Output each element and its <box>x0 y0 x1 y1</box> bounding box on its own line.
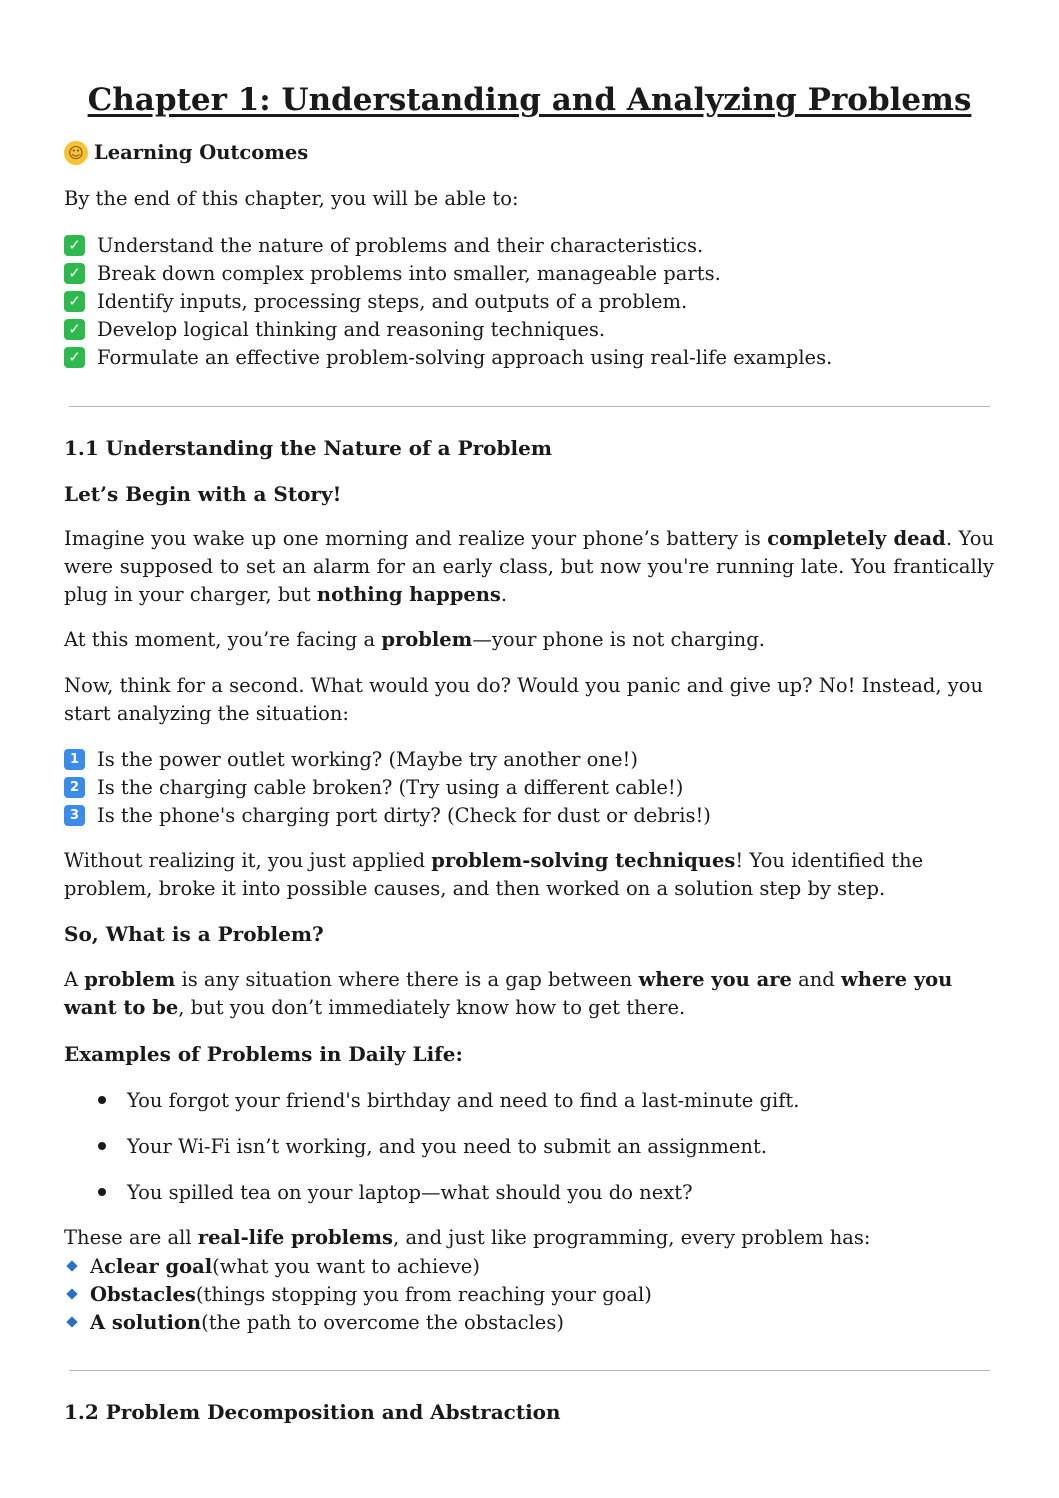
checkmark-icon: ✓ <box>64 319 85 340</box>
diamond-bullet-icon <box>66 1260 77 1271</box>
smiley-icon: ☺ <box>64 141 88 165</box>
features-list <box>64 1252 652 1336</box>
list-item: ✓ Formulate an effective problem-solving approach using real-life examples. <box>64 343 832 371</box>
number-1-icon: 1 <box>64 749 85 770</box>
divider <box>69 406 990 407</box>
think-paragraph: Now, think for a second. What would you do? Would you panic and give up? No! Instead, you start analyzing the situation: <box>64 674 984 725</box>
chapter-title: Chapter 1: Understanding and Analyzing Problems <box>87 82 972 118</box>
summary-paragraph: These are all real-life problems, and just like programming, every problem has: <box>64 1226 871 1249</box>
list-item: ✓ Understand the nature of problems and their characteristics. <box>64 231 832 259</box>
examples-heading: Examples of Problems in Daily Life: <box>64 1042 463 1066</box>
diamond-bullet-icon <box>66 1316 77 1327</box>
list-item: Obstacles (things stopping you from reaching your goal) <box>64 1280 652 1308</box>
diamond-bullet-icon <box>66 1288 77 1299</box>
bullet-icon <box>98 1188 106 1196</box>
outcomes-list <box>64 231 832 371</box>
story-paragraph: Imagine you wake up one morning and realize your phone’s battery is completely dead. You were supposed to set an alarm for an early class, but now you're running late. You frantically plug in your charger, but nothing happens. <box>64 527 995 606</box>
list-item: A clear goal (what you want to achieve) <box>64 1252 652 1280</box>
story-heading: Let’s Begin with a Story! <box>64 482 342 506</box>
number-2-icon: 2 <box>64 777 85 798</box>
bullet-icon <box>98 1096 106 1104</box>
list-item: A solution (the path to overcome the obstacles) <box>64 1308 652 1336</box>
problem-moment-paragraph: At this moment, you’re facing a problem—your phone is not charging. <box>64 628 765 651</box>
divider <box>69 1370 990 1371</box>
checkmark-icon: ✓ <box>64 347 85 368</box>
learning-outcomes-heading <box>64 139 308 167</box>
definition-paragraph: A problem is any situation where there is a gap between where you are and where you want to be, but you don’t immediately know how to get there. <box>64 968 953 1019</box>
list-item: ✓ Break down complex problems into smaller, manageable parts. <box>64 259 832 287</box>
checkmark-icon: ✓ <box>64 235 85 256</box>
outcomes-intro: By the end of this chapter, you will be able to: <box>64 187 519 210</box>
list-item: You forgot your friend's birthday and need to find a last-minute gift. <box>0 1086 799 1114</box>
what-is-problem-heading: So, What is a Problem? <box>64 922 324 946</box>
checkmark-icon: ✓ <box>64 263 85 284</box>
list-item: 1 Is the power outlet working? (Maybe try another one!) <box>64 745 711 773</box>
realize-paragraph: Without realizing it, you just applied problem-solving techniques! You identified the problem, broke it into possible causes, and then worked on a solution step by step. <box>64 849 924 900</box>
steps-list <box>64 745 711 829</box>
section-heading: 1.2 Problem Decomposition and Abstraction <box>64 1400 561 1424</box>
bullet-icon <box>98 1142 106 1150</box>
list-item: Your Wi-Fi isn’t working, and you need to submit an assignment. <box>0 1132 799 1160</box>
examples-list <box>0 1086 799 1206</box>
list-item: ✓ Identify inputs, processing steps, and outputs of a problem. <box>64 287 832 315</box>
checkmark-icon: ✓ <box>64 291 85 312</box>
section-heading: 1.1 Understanding the Nature of a Problem <box>64 436 552 460</box>
list-item: 2 Is the charging cable broken? (Try using a different cable!) <box>64 773 711 801</box>
learning-outcomes-label: Learning Outcomes <box>94 141 309 164</box>
list-item: 3 Is the phone's charging port dirty? (Check for dust or debris!) <box>64 801 711 829</box>
list-item: ✓ Develop logical thinking and reasoning techniques. <box>64 315 832 343</box>
list-item: You spilled tea on your laptop—what should you do next? <box>0 1178 799 1206</box>
number-3-icon: 3 <box>64 805 85 826</box>
